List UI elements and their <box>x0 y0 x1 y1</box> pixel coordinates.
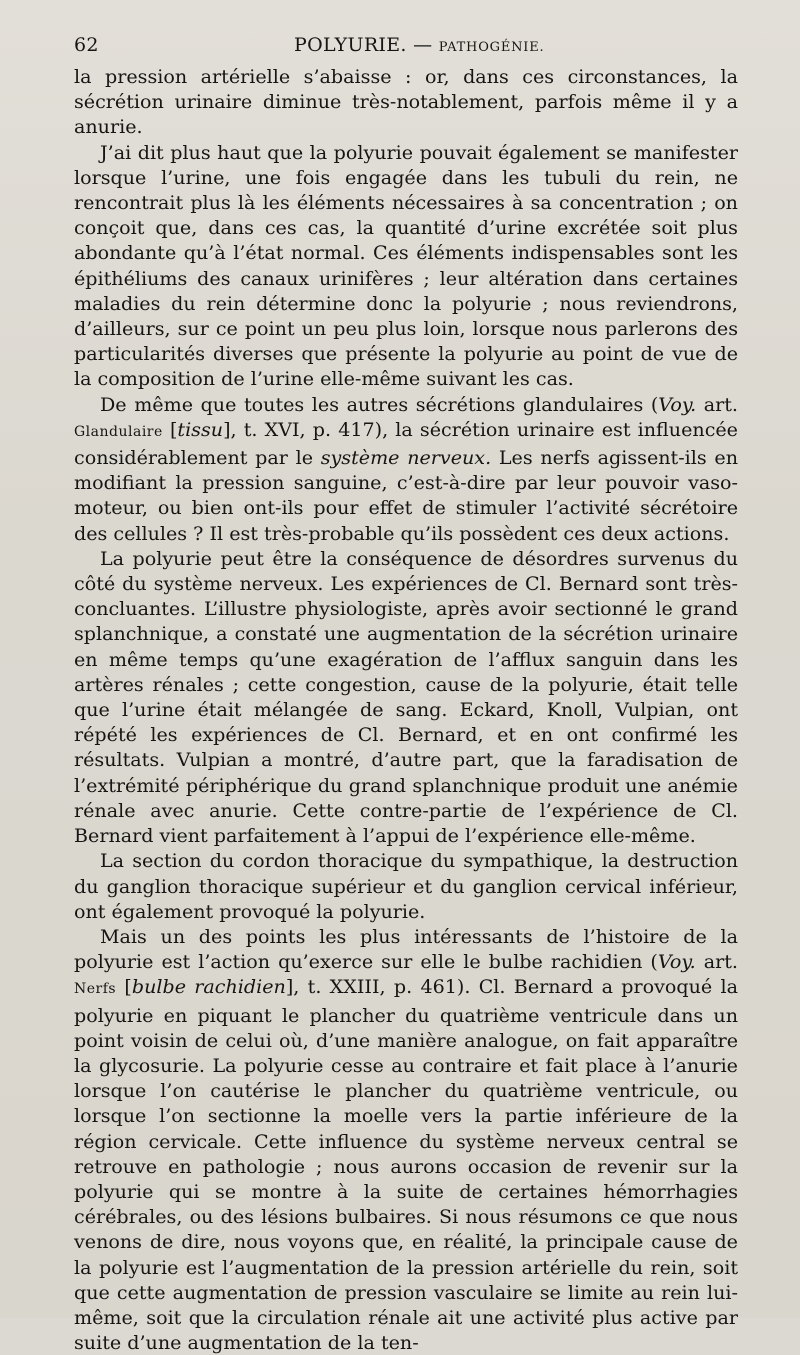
paragraph-5: La section du cordon thoracique du sympathique, la destruction du ganglion thoracique supérieur et du ganglion cervical inférieur, ont également provoqué la polyurie. <box>74 849 738 923</box>
p6-bulbe-rachidien: bulbe rachidien <box>131 975 286 999</box>
body-text <box>74 64 738 1355</box>
paragraph-3 <box>74 392 738 546</box>
p6-text-a: Mais un des points les plus intéressants de l’histoire de la polyurie est l’action qu’exerce sur elle le bulbe rachidien ( <box>74 924 738 974</box>
p3-text-c: [ <box>162 417 178 441</box>
running-title-dash: — <box>413 34 433 56</box>
paragraph-2: J’ai dit plus haut que la polyurie pouvait également se manifester lorsque l’urine, une fois engagée dans les tubuli du rein, ne rencontrait plus là les éléments nécessaires à sa concentration ; on conçoit que, dans ces cas, la quantité d’urine excrétée soit plus abondante qu’à l’état normal. Ces éléments indispensables sont les épithéliums des canaux urinifères ; leur altération dans certaines maladies du rein détermine donc la polyurie ; nous reviendrons, d’ailleurs, sur ce point un peu plus loin, lorsque nous parlerons des particularités diverses que présente la polyurie au point de vue de la composition de l’urine elle-même suivant les cas. <box>74 140 738 391</box>
page-number: 62 <box>74 34 99 56</box>
paragraph-1: la pression artérielle s’abaisse : or, dans ces circonstances, la sécrétion urinaire diminue très-notablement, parfois même il y a anurie. <box>74 65 738 139</box>
running-head <box>74 34 738 64</box>
p3-tissu: tissu <box>177 417 224 441</box>
p6-text-c: [ <box>116 975 132 999</box>
p6-voy: Voy. <box>657 950 696 974</box>
p3-voy: Voy. <box>658 392 697 416</box>
p6-text-d: ], t. XXIII, p. 461). Cl. Bernard a provoqué la polyurie en piquant le plancher du quatrième ventricule dans un point voisin de celui où, d’une manière analogue, on fait apparaître la glycosurie. La polyurie cesse au contraire et fait place à l’anurie lorsque l’on cautérise le plancher du quatrième ventricule, ou lorsque l’on sectionne la moelle vers la partie inférieure de la région cervicale. Cette influence du système nerveux central se retrouve en pathologie ; nous aurons occasion de revenir sur la polyurie qui se montre à la suite de certaines hémorrhagies cérébrales, ou des lésions bulbaires. Si nous résumons ce que nous venons de dire, nous voyons que, en réalité, la principale cause de la polyurie est l’augmentation de la pression artérielle du rein, soit que cette augmentation de pression vasculaire se limite au rein lui-même, soit que la circulation rénale ait une activité plus active par suite d’une augmentation de la ten- <box>74 975 738 1355</box>
running-title-sub: PATHOGÉNIE. <box>438 40 545 55</box>
paragraph-6 <box>74 924 738 1355</box>
p3-text-a: De même que toutes les autres sécrétions glandulaires ( <box>100 392 659 416</box>
paragraph-4: La polyurie peut être la conséquence de désordres survenus du côté du système nerveux. Les expériences de Cl. Bernard sont très-concluantes. L’illustre physiologiste, après avoir sectionné le grand splanchnique, a constaté une augmentation de la sécrétion urinaire en même temps qu’une exagération de l’afflux sanguin dans les artères rénales ; cette congestion, cause de la polyurie, était telle que l’urine était mélangée de sang. Eckard, Knoll, Vulpian, ont répété les expériences de Cl. Bernard, et en ont confirmé les résultats. Vulpian a montré, d’autre part, que la faradisation de l’extrémité périphérique du grand splanchnique produit une anémie rénale avec anurie. Cette contre-partie de l’expérience de Cl. Bernard vient parfaitement à l’appui de l’expérience elle-même. <box>74 546 738 848</box>
p6-nerfs: Nerfs <box>74 981 117 998</box>
p3-systeme-nerveux: système nerveux. <box>320 446 492 470</box>
p3-text-d: ], t. XVI, p. 417), la sécrétion urinaire est influencée considérablement par le <box>74 417 738 470</box>
p3-text-e: Les nerfs agissent-ils en modifiant la pression sanguine, c’est-à-dire par leur pouvoir vaso-moteur, ou bien ont-ils pour effet de stimuler l’activité sécrétoire des cellules ? Il est très-probable qu’ils possèdent ces deux actions. <box>74 446 738 545</box>
p6-text-b: art. <box>695 950 738 974</box>
running-title-main: POLYURIE. <box>294 34 407 56</box>
p3-text-b: art. <box>696 392 738 416</box>
p3-glandulaire: Glandulaire <box>74 423 163 440</box>
running-title <box>294 34 544 56</box>
